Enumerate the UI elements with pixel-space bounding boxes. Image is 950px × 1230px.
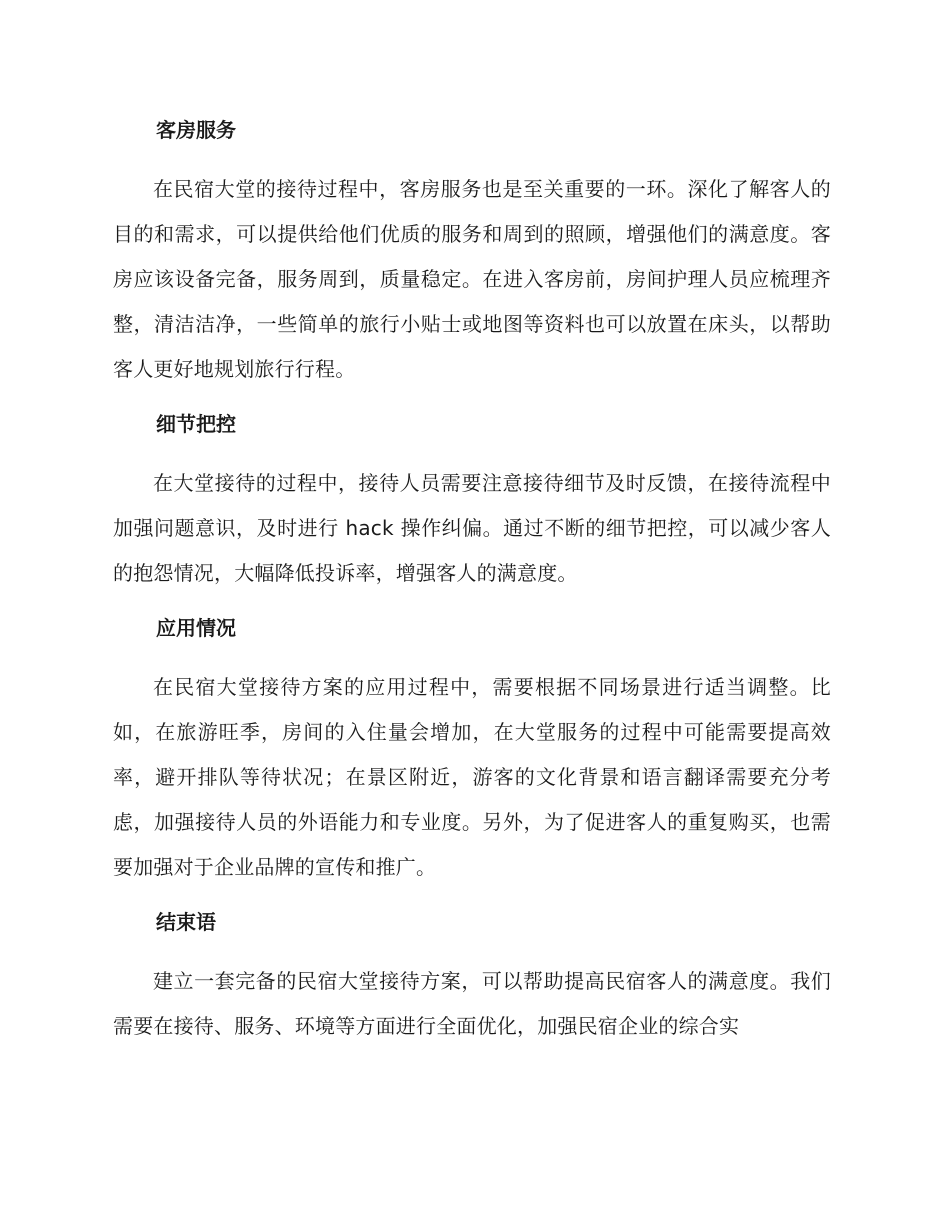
section-heading-application: 应用情况: [156, 616, 236, 640]
section-paragraph-conclusion: 建立一套完备的民宿大堂接待方案，可以帮助提高民宿客人的满意度。我们需要在接待、服务、环境等方面进行全面优化，加强民宿企业的综合实: [113, 969, 831, 1038]
section-heading-conclusion: 结束语: [156, 910, 216, 934]
section-paragraph-detail-control: 在大堂接待的过程中，接待人员需要注意接待细节及时反馈，在接待流程中加强问题意识，及时进行 hack 操作纠偏。通过不断的细节把控，可以减少客人的抱怨情况，大幅降低投诉率，增强客人的满意度。: [113, 471, 831, 585]
section-heading-room-service: 客房服务: [156, 118, 236, 142]
document-body: [113, 110, 831, 1061]
section-paragraph-application: 在民宿大堂接待方案的应用过程中，需要根据不同场景进行适当调整。比如，在旅游旺季，房间的入住量会增加，在大堂服务的过程中可能需要提高效率，避开排队等待状况；在景区附近，游客的文化背景和语言翻译需要充分考虑，加强接待人员的外语能力和专业度。另外，为了促进客人的重复购买，也需要加强对于企业品牌的宣传和推广。: [113, 675, 831, 879]
section-paragraph-room-service: 在民宿大堂的接待过程中，客房服务也是至关重要的一环。深化了解客人的目的和需求，可以提供给他们优质的服务和周到的照顾，增强他们的满意度。客房应该设备完备，服务周到，质量稳定。在进入客房前，房间护理人员应梳理齐整，清洁洁净，一些简单的旅行小贴士或地图等资料也可以放置在床头，以帮助客人更好地规划旅行行程。: [113, 177, 831, 381]
section-heading-detail-control: 细节把控: [156, 412, 236, 436]
